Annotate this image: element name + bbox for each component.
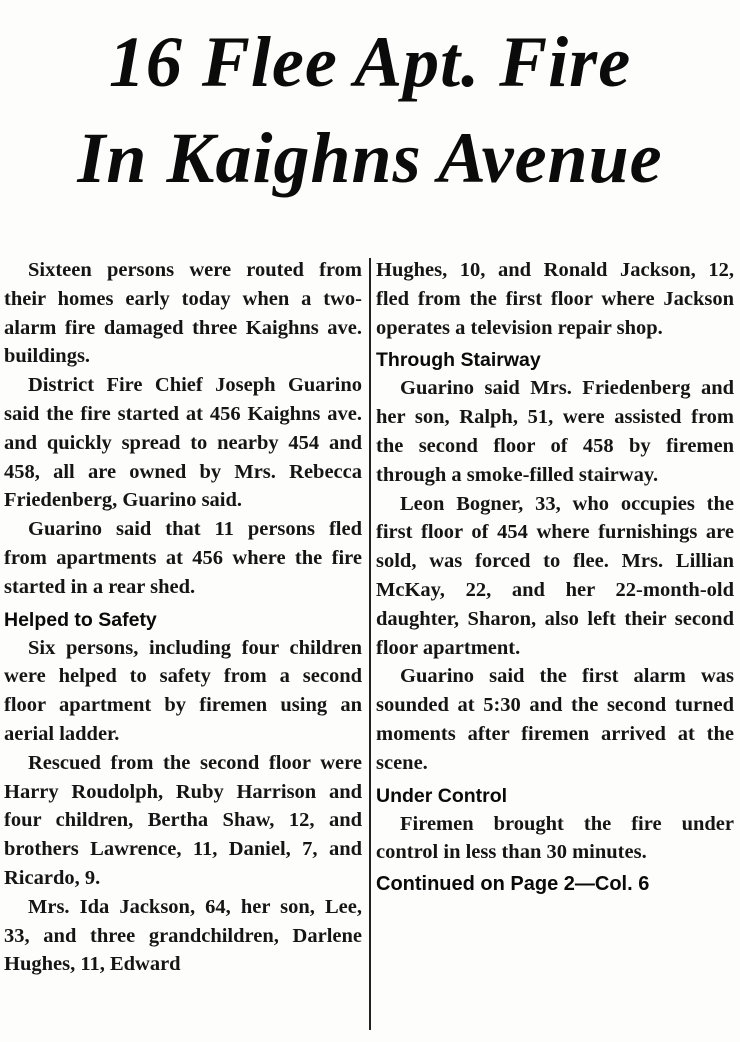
headline [0,14,740,206]
continued-jump-line: Continued on Page 2—Col. 6 [376,873,650,896]
paragraph-rescued: Rescued from the second floor were Harry Roudolph, Ruby Harrison and four children, Bertha Shaw, 12, and brothers Lawrence, 11, Daniel, 7, and Ricardo, 9. [4,751,362,889]
paragraph-eleven-fled: Guarino said that 11 persons fled from apartments at 456 where the fire started in a rear shed. [4,518,362,598]
article-column-right [376,256,734,899]
paragraph-under-control: Firemen brought the fire under control in less than 30 minutes. [376,812,734,864]
headline-line-1: 16 Flee Apt. Fire [108,22,632,102]
column-rule [369,258,371,1030]
paragraph-jackson-family: Mrs. Ida Jackson, 64, her son, Lee, 33, and three grandchildren, Darlene Hughes, 11, Edward [4,895,362,976]
paragraph-bogner-mckay: Leon Bogner, 33, who occupies the first floor of 454 where furnishings are sold, was forced to flee. Mrs. Lillian McKay, 22, and her 22-month-old daughter, Sharon, also left their second floor apartment. [376,492,734,659]
paragraph-fire-chief: District Fire Chief Joseph Guarino said the fire started at 456 Kaighns ave. and quickly spread to nearby 454 and 458, all are owned by Mrs. Rebecca Friedenberg, Guarino said. [4,374,362,512]
paragraph-six-persons: Six persons, including four children were helped to safety from a second floor apartment by firemen using an aerial ladder. [4,636,362,745]
headline-line-2: In Kaighns Avenue [77,118,663,198]
paragraph-alarm: Guarino said the first alarm was sounded at 5:30 and the second turned moments after firemen arrived at the scene. [376,665,734,774]
subhead-under-control: Under Control [376,784,508,807]
paragraph-friedenberg: Guarino said Mrs. Friedenberg and her son, Ralph, 51, were assisted from the second floor of 458 by firemen through a smoke-filled stairway. [376,377,734,486]
paragraph-intro: Sixteen persons were routed from their homes early today when a two-alarm fire damaged three Kaighns ave. buildings. [4,259,362,368]
paragraph-jackson-family-continued: Hughes, 10, and Ronald Jackson, 12, fled from the first floor where Jackson operates a television repair shop. [376,259,734,339]
subhead-helped-to-safety: Helped to Safety [4,608,157,631]
article-column-left [4,256,362,979]
subhead-through-stairway: Through Stairway [376,349,541,372]
